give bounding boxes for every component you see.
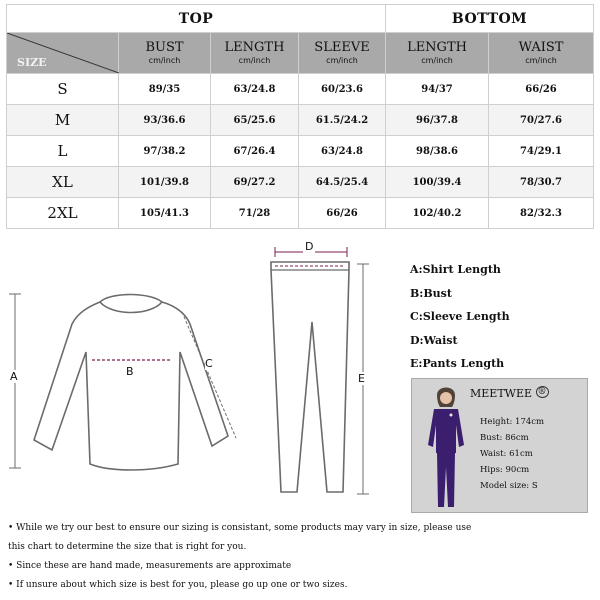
table-row	[7, 136, 594, 167]
note-line: this chart to determine the size that is right for you.	[8, 542, 247, 552]
size-header-cell	[7, 33, 119, 74]
value-cell: 78/30.7	[489, 167, 594, 198]
model-photo	[418, 383, 474, 511]
table-row	[7, 198, 594, 229]
value-cell: 74/29.1	[489, 136, 594, 167]
value-cell: 94/37	[386, 74, 489, 105]
legend-item: A:Shirt Length	[410, 263, 501, 276]
value-cell: 64.5/25.4	[299, 167, 386, 198]
model-bust: Bust: 86cm	[480, 433, 529, 443]
pants-diagram	[265, 242, 395, 502]
value-cell: 97/38.2	[119, 136, 211, 167]
value-cell: 66/26	[489, 74, 594, 105]
registered-mark: ®	[537, 387, 547, 397]
note-line: • If unsure about which size is best for you, please go up one or two sizes.	[8, 580, 348, 590]
legend-item: E:Pants Length	[410, 357, 505, 370]
value-cell: 63/24.8	[211, 74, 299, 105]
shirt-outline	[34, 295, 228, 471]
table-row	[7, 74, 594, 105]
value-cell: 96/37.8	[386, 105, 489, 136]
model-card	[411, 378, 588, 513]
group-top: TOP	[7, 5, 386, 33]
brand-text: MEETWEE	[470, 387, 533, 400]
value-cell: 101/39.8	[119, 167, 211, 198]
col-unit: cm/inch	[326, 56, 358, 65]
value-cell: 61.5/24.2	[299, 105, 386, 136]
value-cell: 100/39.4	[386, 167, 489, 198]
col-label: LENGTH	[407, 40, 467, 55]
table-row	[7, 105, 594, 136]
pants-outline	[271, 262, 349, 492]
note-line: • While we try our best to ensure our sizing is consistant, some products may vary in size, please use	[8, 523, 472, 533]
value-cell: 82/32.3	[489, 198, 594, 229]
shirt-label-b: B	[126, 365, 134, 378]
col-unit: cm/inch	[525, 56, 557, 65]
col-header-sleeve	[299, 33, 386, 74]
value-cell: 70/27.6	[489, 105, 594, 136]
size-label: SIZE	[17, 56, 47, 69]
size-cell: M	[7, 105, 119, 136]
legend-item: D:Waist	[410, 333, 458, 347]
col-header-bottom-length	[386, 33, 489, 74]
model-size: Model size: S	[480, 481, 538, 491]
shirt-label-a: A	[10, 370, 18, 383]
value-cell: 63/24.8	[299, 136, 386, 167]
value-cell: 98/38.6	[386, 136, 489, 167]
size-cell: XL	[7, 167, 119, 198]
note-line: • Since these are hand made, measurements are approximate	[8, 561, 292, 571]
value-cell: 89/35	[119, 74, 211, 105]
size-cell: L	[7, 136, 119, 167]
pants-label-e: E	[358, 372, 365, 385]
col-unit: cm/inch	[148, 56, 181, 65]
shirt-label-c: C	[205, 357, 213, 370]
legend-item: B:Bust	[410, 286, 452, 300]
value-cell: 93/36.6	[119, 105, 211, 136]
col-unit: cm/inch	[421, 56, 453, 65]
model-height: Height: 174cm	[480, 417, 545, 427]
col-header-top-length	[211, 33, 299, 74]
shirt-diagram	[0, 280, 250, 500]
col-label: SLEEVE	[314, 40, 370, 55]
col-label: WAIST	[518, 40, 564, 55]
size-chart-table	[6, 4, 594, 229]
col-unit: cm/inch	[238, 56, 271, 65]
sizing-notes	[8, 522, 593, 591]
legend-item: C:Sleeve Length	[410, 310, 510, 323]
value-cell: 69/27.2	[211, 167, 299, 198]
size-cell: S	[7, 74, 119, 105]
col-header-waist	[489, 33, 594, 74]
value-cell: 66/26	[299, 198, 386, 229]
value-cell: 60/23.6	[299, 74, 386, 105]
pants-label-d: D	[305, 240, 314, 253]
col-label: BUST	[145, 40, 184, 55]
table-row	[7, 167, 594, 198]
value-cell: 65/25.6	[211, 105, 299, 136]
value-cell: 71/28	[211, 198, 299, 229]
group-bottom: BOTTOM	[386, 5, 594, 33]
value-cell: 67/26.4	[211, 136, 299, 167]
value-cell: 105/41.3	[119, 198, 211, 229]
model-waist: Waist: 61cm	[480, 449, 533, 459]
brand-name	[470, 387, 549, 400]
col-label: LENGTH	[224, 40, 285, 55]
size-cell: 2XL	[7, 198, 119, 229]
measurement-legend	[410, 260, 590, 378]
col-header-bust	[119, 33, 211, 74]
value-cell: 102/40.2	[386, 198, 489, 229]
model-hips: Hips: 90cm	[480, 465, 530, 475]
